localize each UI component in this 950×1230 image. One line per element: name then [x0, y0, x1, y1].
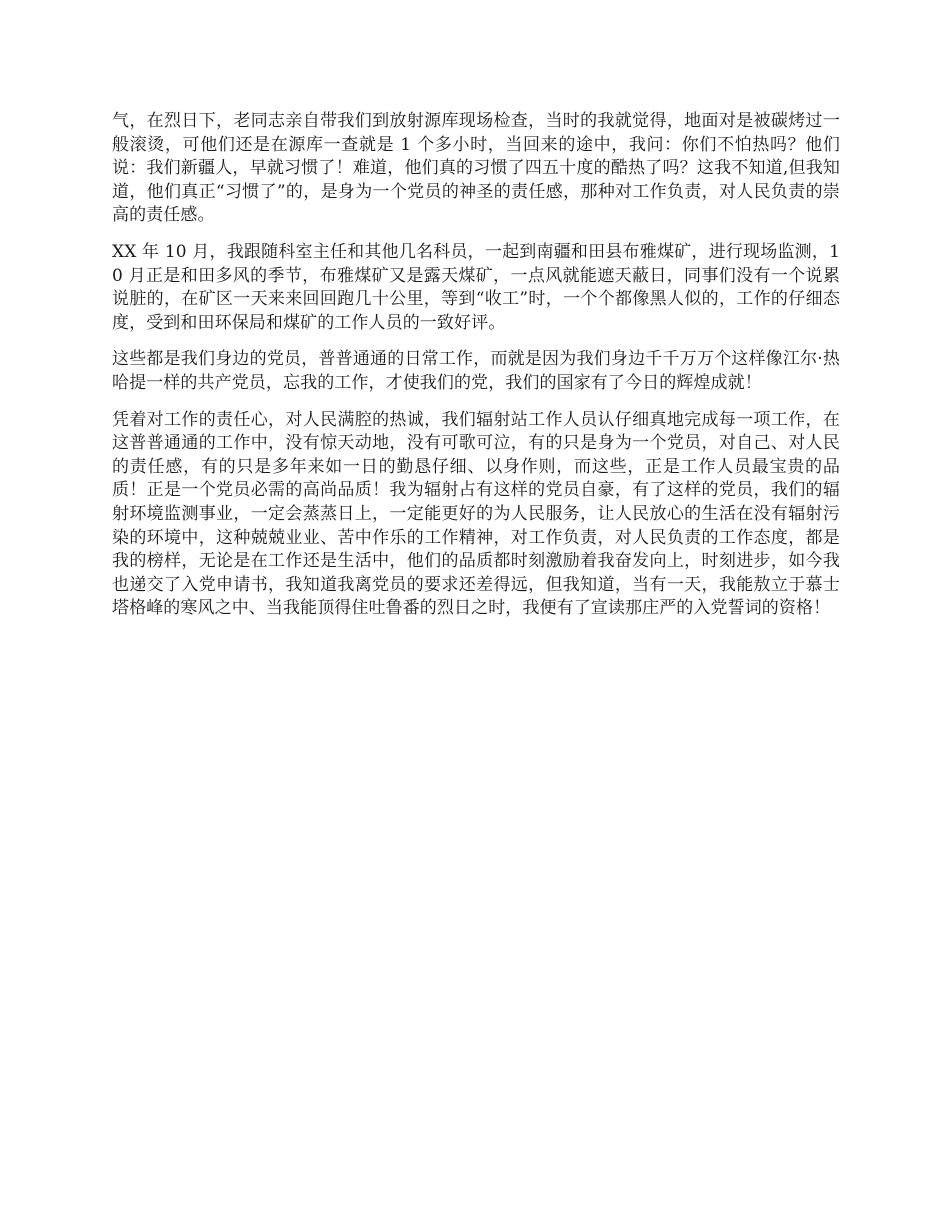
paragraph-3: 这些都是我们身边的党员，普普通通的日常工作，而就是因为我们身边千千万万个这样像江尔·热哈提一样的共产党员，忘我的工作，才使我们的党，我们的国家有了今日的辉煌成就！: [112, 349, 840, 393]
paragraph-2: XX 年 10 月，我跟随科室主任和其他几名科员，一起到南疆和田县布雅煤矿，进行现场监测，10 月正是和田多风的季节，布雅煤矿又是露天煤矿，一点风就能遮天蔽日，同事们没有一个说累说脏的，在矿区一天来来回回跑几十公里，等到“收工”时，一个个都像黑人似的，工作的仔细态度，受到和田环保局和煤矿的工作人员的一致好评。: [112, 241, 840, 333]
paragraph-1: 气，在烈日下，老同志亲自带我们到放射源库现场检查，当时的我就觉得，地面对是被碳烤过一般滚烫，可他们还是在源库一查就是 1 个多小时，当回来的途中，我问：你们不怕热吗？他们说：我们新疆人，早就习惯了！难道，他们真的习惯了四五十度的酷热了吗？这我不知道,但我知道，他们真正“习惯了”的，是身为一个党员的神圣的责任感，那种对工作负责，对人民负责的崇高的责任感。: [112, 111, 840, 226]
paragraph-4: 凭着对工作的责任心，对人民满腔的热诚，我们辐射站工作人员认仔细真地完成每一项工作，在这普普通通的工作中，没有惊天动地，没有可歌可泣，有的只是身为一个党员，对自己、对人民的责任感，有的只是多年来如一日的勤恳仔细、以身作则，而这些，正是工作人员最宝贵的品质！正是一个党员必需的高尚品质！我为辐射占有这样的党员自豪，有了这样的党员，我们的辐射环境监测事业，一定会蒸蒸日上，一定能更好的为人民服务，让人民放心的生活在没有辐射污染的环境中，这种兢兢业业、苦中作乐的工作精神，对工作负责，对人民负责的工作态度，都是我的榜样，无论是在工作还是生活中，他们的品质都时刻激励着我奋发向上，时刻进步，如今我也递交了入党申请书，我知道我离党员的要求还差得远，但我知道，当有一天，我能敖立于慕士塔格峰的寒风之中、当我能顶得住吐鲁番的烈日之时，我便有了宣读那庄严的入党誓词的资格！: [112, 409, 840, 619]
document-page: [112, 110, 840, 634]
